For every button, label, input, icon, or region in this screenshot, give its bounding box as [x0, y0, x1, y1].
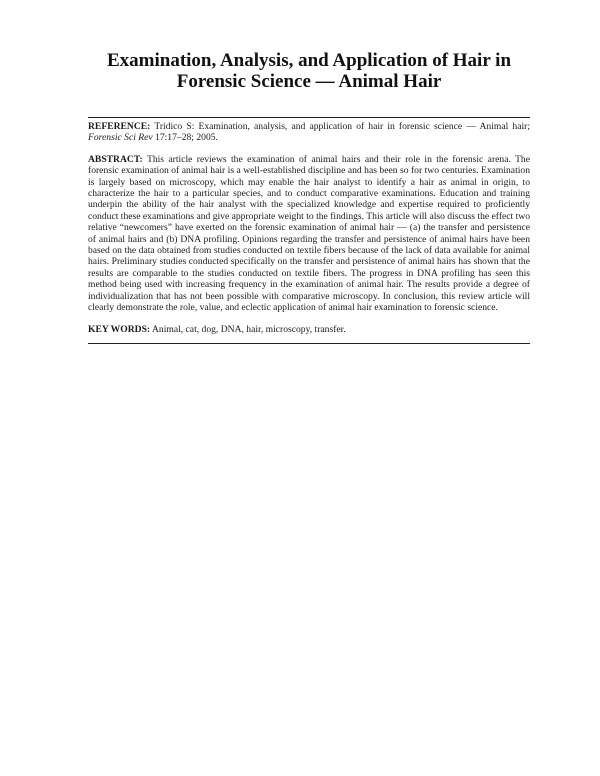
keywords-label: KEY WORDS: — [88, 323, 151, 335]
reference-text: Tridico S: Examination, analysis, and application of hair in forensic science — Animal hair; — [150, 121, 530, 132]
title-line-2: Forensic Science — Animal Hair — [176, 71, 442, 92]
abstract-label: ABSTRACT: — [88, 153, 143, 165]
keywords-paragraph — [88, 324, 530, 335]
reference-paragraph — [88, 121, 530, 144]
keywords-text: Animal, cat, dog, DNA, hair, microscopy, transfer. — [150, 323, 346, 335]
abstract-text: This article reviews the examination of animal hairs and their role in the forensic arena. The forensic examination of animal hair is a well-established discipline and has been so for two centuries. Examination is largely based on microscopy, which may enable the hair analyst to identify a hair as animal in origin, to characterize the hair to a particular species, and to conduct comparative examinations. Education and training underpin the ability of the hair analyst with the specialized knowledge and expertise required to proficiently conduct these examinations and give appropriate weight to the findings. This article will also discuss the effect two relative “newcomers” have exerted on the forensic examination of animal hair — (a) the transfer and persistence of animal hairs and (b) DNA profiling. Opinions regarding the transfer and persistence of animal hairs have been based on the data obtained from studies conducted on textile fibers because of the lack of data available for animal hairs. Preliminary studies conducted specifically on the transfer and persistence of animal hairs has shown that the results are comparable to the studies conducted on textile fibers. The progress in DNA profiling has seen this method being used with increasing frequency in the examination of animal hair. The results provide a degree of individualization that has not been possible with comparative microscopy. In conclusion, this review article will clearly demonstrate the role, value, and eclectic application of animal hair examination to forensic science. — [88, 153, 530, 314]
reference-label: REFERENCE: — [88, 121, 151, 132]
abstract-paragraph — [88, 154, 530, 314]
reference-citation: 17:17–28; 2005. — [152, 132, 218, 144]
bottom-divider — [88, 343, 530, 344]
reference-journal: Forensic Sci Rev — [88, 132, 153, 144]
top-divider — [88, 117, 530, 118]
page — [88, 50, 530, 344]
paper-title — [88, 50, 530, 92]
title-line-1: Examination, Analysis, and Application of Hair in — [106, 50, 512, 71]
